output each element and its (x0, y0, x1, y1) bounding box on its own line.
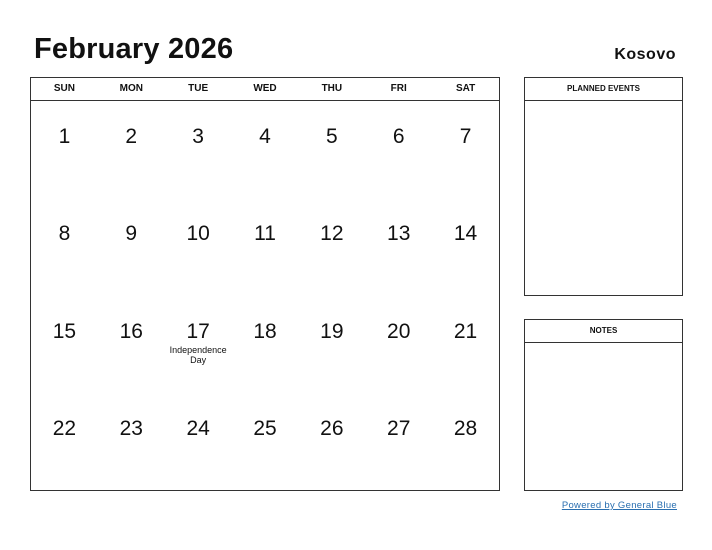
day-cell (165, 198, 232, 295)
day-cell (165, 296, 232, 393)
notes-title: NOTES (525, 320, 682, 343)
day-cell (432, 101, 499, 198)
day-number: 1 (58, 125, 71, 148)
day-number: 25 (253, 416, 277, 440)
day-number: 19 (320, 319, 344, 343)
day-cell (432, 198, 499, 295)
day-cell (98, 296, 165, 393)
day-number: 23 (119, 416, 143, 440)
day-cell (31, 101, 98, 198)
day-cell (31, 296, 98, 393)
day-number: 8 (58, 222, 71, 246)
day-cell (98, 101, 165, 198)
day-cell (365, 296, 432, 393)
day-number: 26 (320, 416, 344, 440)
day-cell (165, 101, 232, 198)
day-number: 22 (52, 416, 77, 440)
weekday-tue: TUE (188, 83, 209, 94)
day-cell (98, 393, 165, 490)
day-number: 13 (387, 222, 411, 246)
weekday-thu: THU (321, 83, 343, 94)
day-cell (165, 393, 232, 490)
day-cell (432, 296, 499, 393)
calendar-days (31, 101, 499, 490)
day-cell (31, 198, 98, 295)
day-number: 21 (453, 319, 478, 343)
day-number: 11 (254, 222, 276, 246)
day-cell (365, 198, 432, 295)
country-label: Kosovo (614, 46, 676, 63)
day-number: 20 (387, 319, 411, 343)
day-cell (232, 101, 299, 198)
notes-panel (524, 319, 683, 491)
day-number: 15 (52, 319, 77, 343)
day-cell (298, 296, 365, 393)
day-cell (232, 393, 299, 490)
day-number: 2 (125, 125, 138, 148)
day-cell (365, 393, 432, 490)
day-number: 5 (326, 125, 338, 148)
day-cell (432, 393, 499, 490)
day-number: 6 (392, 125, 405, 148)
day-cell (298, 198, 365, 295)
day-cell (31, 393, 98, 490)
weekday-wed: WED (253, 83, 277, 94)
day-number: 18 (253, 319, 277, 343)
planned-events-title: PLANNED EVENTS (525, 78, 682, 101)
planned-events-panel (524, 77, 683, 296)
weekday-sat: SAT (455, 83, 476, 94)
day-number: 3 (192, 125, 204, 148)
day-cell (365, 101, 432, 198)
day-number: 9 (125, 222, 138, 246)
day-number: 17 (186, 319, 210, 343)
day-number: 7 (459, 125, 472, 148)
weekday-mon: MON (119, 83, 143, 94)
page-title: February 2026 (34, 33, 234, 65)
day-number: 4 (259, 125, 271, 148)
day-number: 27 (387, 416, 411, 440)
holiday-label: Independence Day (169, 344, 227, 365)
powered-by-link[interactable]: Powered by General Blue (561, 500, 677, 511)
weekday-header (31, 78, 499, 101)
day-number: 14 (453, 222, 478, 246)
day-number: 24 (186, 416, 210, 440)
weekday-fri: FRI (390, 83, 407, 94)
day-cell (298, 393, 365, 490)
day-number: 16 (119, 319, 143, 343)
day-cell (232, 296, 299, 393)
weekday-sun: SUN (53, 83, 75, 94)
day-number: 10 (186, 222, 210, 246)
calendar-grid (30, 77, 500, 491)
day-cell (98, 198, 165, 295)
day-number: 28 (453, 416, 478, 440)
day-cell (232, 198, 299, 295)
day-cell (298, 101, 365, 198)
day-number: 12 (320, 222, 344, 246)
